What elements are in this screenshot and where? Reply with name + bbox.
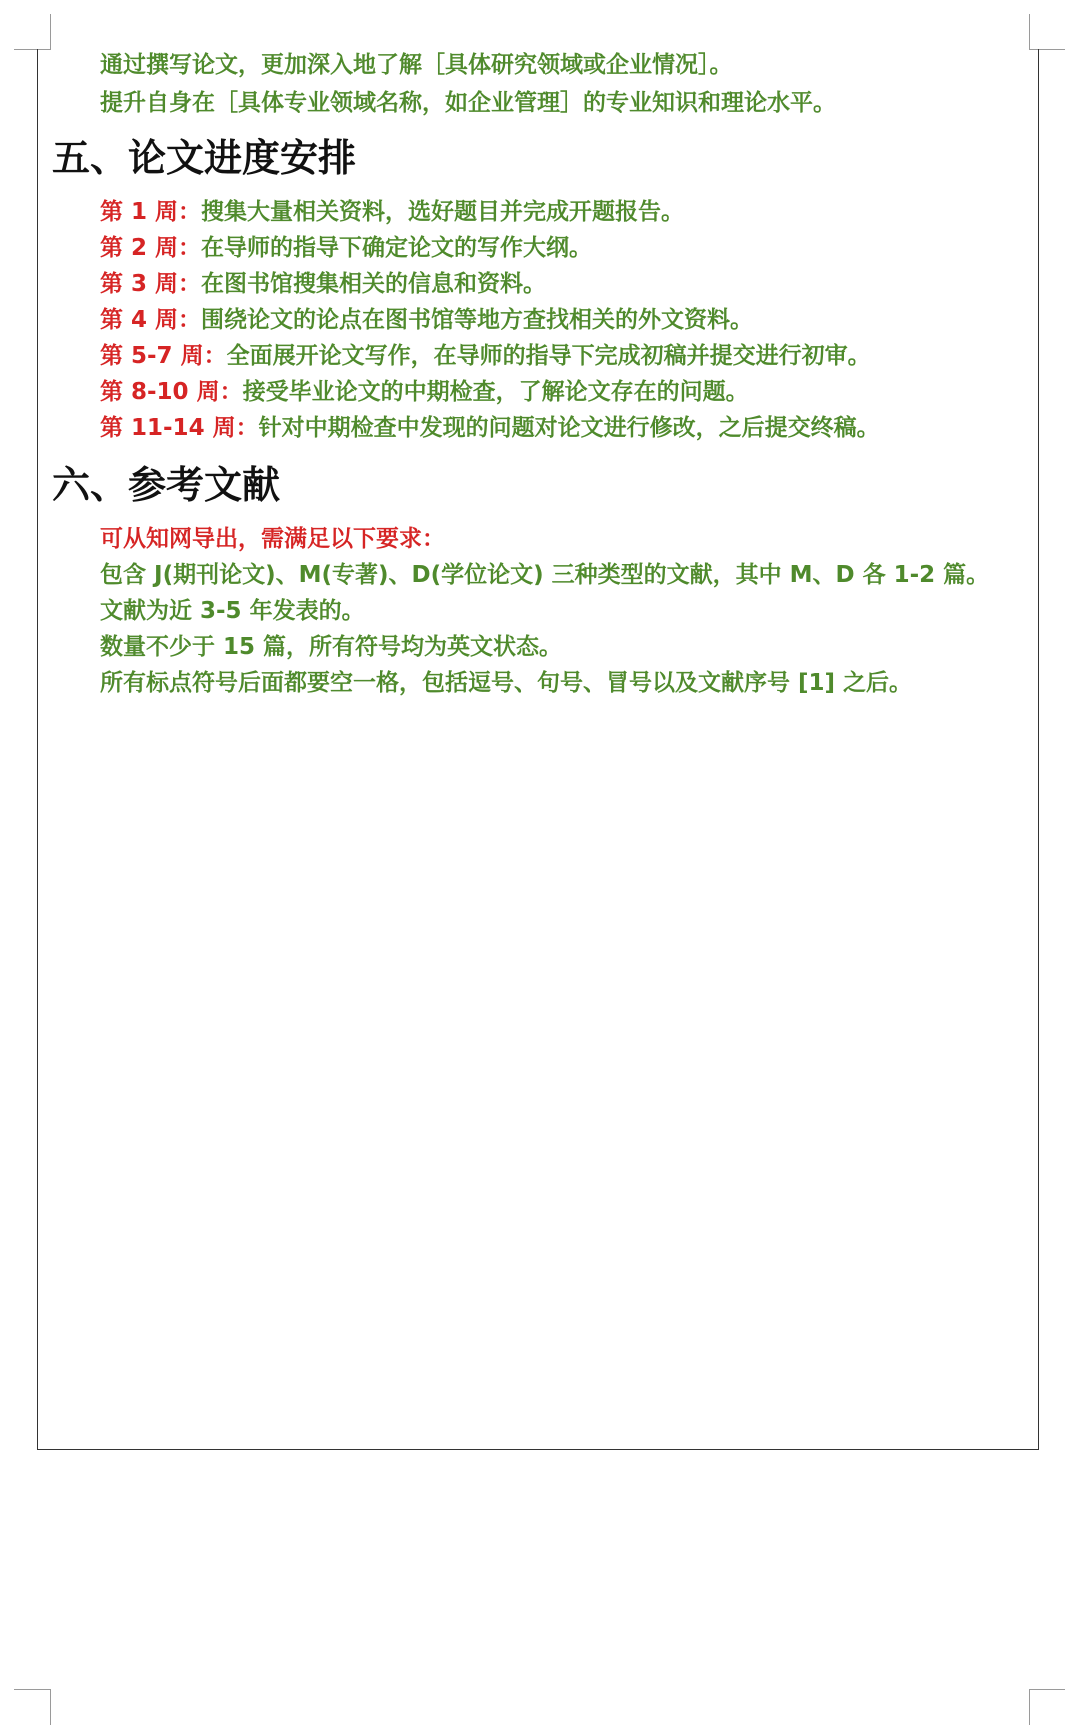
schedule-text: 搜集大量相关资料，选好题目并完成开题报告。 [201,199,685,225]
schedule-item [100,341,871,371]
goal-line-1: 通过撰写论文，更加深入地了解［具体研究领域或企业情况］。 [100,52,733,78]
references-requirement: 包含 J(期刊论文)、M(专著)、D(学位论文) 三种类型的文献，其中 M、D 各 1-2 篇。 [100,562,990,588]
crop-mark-bottom-right [1029,1689,1030,1725]
section-heading-schedule: 五、论文进度安排 [52,136,357,180]
schedule-text: 接受毕业论文的中期检查，了解论文存在的问题。 [242,379,749,405]
references-intro: 可从知网导出，需满足以下要求： [100,526,445,552]
schedule-week: 第 2 周： [100,235,202,261]
schedule-text: 全面展开论文写作，在导师的指导下完成初稿并提交进行初审。 [226,343,871,369]
references-requirement: 所有标点符号后面都要空一格，包括逗号、句号、冒号以及文献序号 [1] 之后。 [100,670,913,696]
goal-line-2: 提升自身在［具体专业领域名称，如企业管理］的专业知识和理论水平。 [100,90,836,116]
crop-mark-top-left [50,14,51,50]
schedule-week: 第 4 周： [100,307,202,333]
schedule-week: 第 1 周： [100,199,202,225]
schedule-week: 第 3 周： [100,271,202,297]
section-heading-references: 六、参考文献 [52,463,281,507]
schedule-item [100,233,592,263]
schedule-item [100,377,749,407]
schedule-text: 在导师的指导下确定论文的写作大纲。 [201,235,593,261]
crop-mark-bottom-left [14,1689,50,1690]
schedule-item [100,269,546,299]
schedule-text: 针对中期检查中发现的问题对论文进行修改，之后提交终稿。 [258,415,880,441]
schedule-text: 围绕论文的论点在图书馆等地方查找相关的外文资料。 [201,307,754,333]
crop-mark-bottom-left [50,1689,51,1725]
crop-mark-top-right [1029,14,1030,50]
schedule-text: 在图书馆搜集相关的信息和资料。 [201,271,547,297]
schedule-item [100,197,684,227]
schedule-week: 第 5-7 周： [100,343,227,369]
schedule-item [100,413,880,443]
references-requirement: 数量不少于 15 篇，所有符号均为英文状态。 [100,634,563,660]
schedule-item [100,305,753,335]
schedule-week: 第 8-10 周： [100,379,243,405]
crop-mark-bottom-right [1029,1689,1065,1690]
references-requirement: 文献为近 3-5 年发表的。 [100,598,365,624]
schedule-week: 第 11-14 周： [100,415,259,441]
